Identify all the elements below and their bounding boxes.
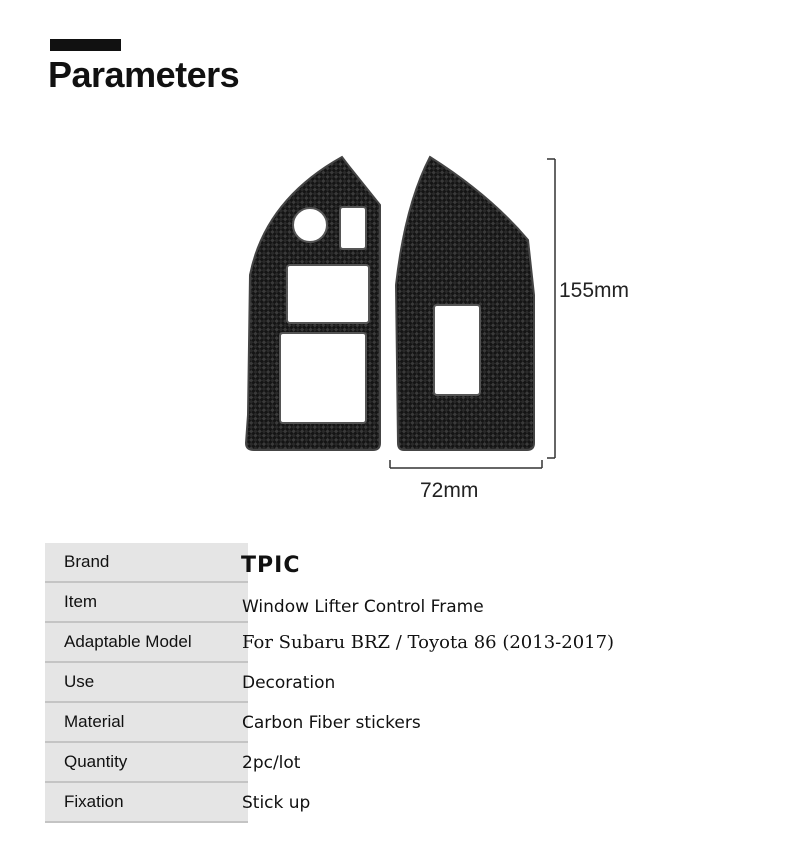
param-row-brand [45, 543, 685, 583]
param-value: 2pc/lot [242, 753, 301, 773]
page-title: Parameters [48, 54, 240, 95]
param-label: Adaptable Model [45, 623, 248, 663]
height-dimension-line [547, 159, 555, 458]
param-value: Carbon Fiber stickers [242, 713, 421, 733]
param-row-adaptable-model [45, 623, 685, 663]
param-label: Quantity [45, 743, 248, 783]
left-panel [246, 157, 380, 450]
param-value: For Subaru BRZ / Toyota 86 (2013-2017) [242, 632, 615, 653]
param-label: Fixation [45, 783, 248, 823]
title-accent-bar [50, 39, 121, 51]
param-row-quantity [45, 743, 685, 783]
param-row-item [45, 583, 685, 623]
right-panel [396, 157, 534, 450]
brand-logo [241, 553, 321, 575]
param-row-use [45, 663, 685, 703]
param-label: Use [45, 663, 248, 703]
param-label: Item [45, 583, 248, 623]
width-dimension-label: 72mm [420, 479, 479, 502]
parameters-table [45, 543, 685, 823]
param-label: Brand [45, 543, 248, 583]
param-value: Stick up [242, 793, 311, 813]
width-dimension-line [390, 460, 542, 468]
param-row-material [45, 703, 685, 743]
param-value: Window Lifter Control Frame [242, 597, 484, 617]
svg-text:TPIC: TPIC [241, 553, 301, 575]
param-value: Decoration [242, 673, 336, 693]
product-image [230, 145, 670, 515]
height-dimension-label: 155mm [559, 279, 630, 302]
param-row-fixation [45, 783, 685, 823]
param-label: Material [45, 703, 248, 743]
